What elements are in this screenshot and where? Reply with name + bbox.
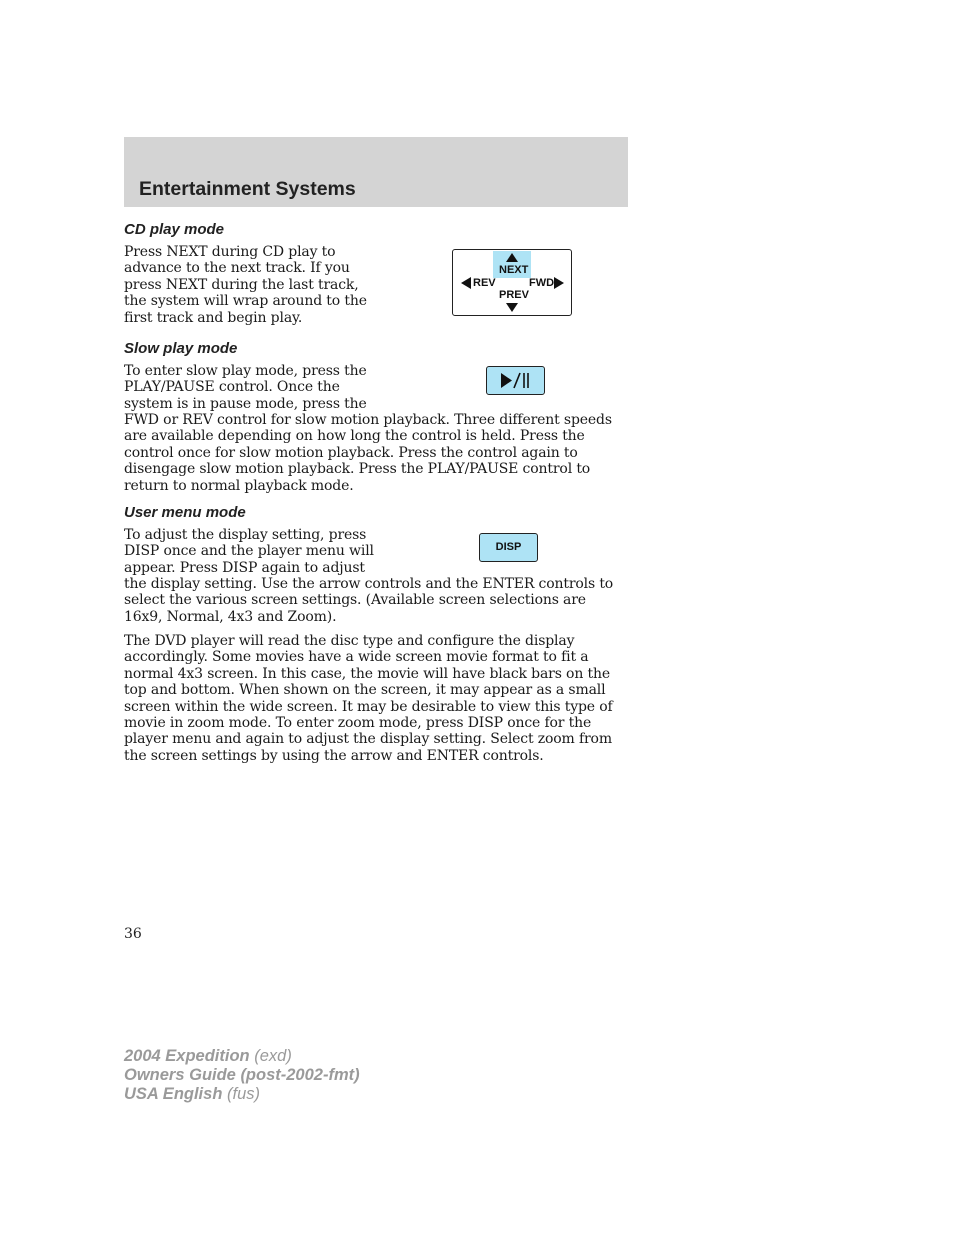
user-menu-mode-heading: User menu mode bbox=[124, 504, 246, 521]
cd-play-mode-heading: CD play mode bbox=[124, 221, 225, 238]
dvd-display-text: The DVD player will read the disc type and configure the display accordingly. Some movies have a wide screen movie format to fit a normal 4x3 screen. In this case, the movie will have black bars on the top and bottom. When shown on the screen, it may appear as a small screen within the wide screen. It may be desirable to view this type of movie in zoom mode. To enter zoom mode, press DISP once for the player menu and again to adjust the display setting. Select zoom from the screen settings by using the arrow and ENTER controls. bbox=[124, 633, 613, 764]
right-arrow-icon bbox=[554, 277, 564, 289]
header-band bbox=[124, 137, 628, 207]
left-arrow-icon bbox=[461, 277, 471, 289]
slow-play-mode-text: FWD or REV control for slow motion playback. Three different speeds are available depending on how long the control is held. Press the control once for slow motion playback. Press the control again to disengage slow motion playback. Press the PLAY/PAUSE control to return to normal playback mode. bbox=[124, 412, 612, 494]
play-pause-button-illustration bbox=[486, 366, 545, 395]
slow-play-mode-heading: Slow play mode bbox=[124, 340, 238, 357]
page-number: 36 bbox=[124, 926, 142, 942]
slow-play-mode-text-intro: To enter slow play mode, press the PLAY/PAUSE control. Once the system is in pause mode, press the bbox=[124, 363, 367, 412]
footer bbox=[124, 1047, 360, 1104]
footer-line-1: 2004 Expedition (exd) bbox=[124, 1047, 292, 1065]
footer-line-3: USA English (fus) bbox=[124, 1085, 260, 1103]
down-arrow-icon bbox=[506, 303, 518, 312]
prev-label: PREV bbox=[499, 289, 529, 301]
up-arrow-icon bbox=[506, 253, 518, 262]
rev-label: REV bbox=[473, 277, 496, 289]
next-prev-rev-fwd-control bbox=[452, 249, 572, 316]
cd-play-mode-text: Press NEXT during CD play to advance to the next track. If you press NEXT during the last track, the system will wrap around to the first track and begin play. bbox=[124, 244, 367, 326]
disp-button-illustration: DISP bbox=[479, 533, 538, 562]
next-label: NEXT bbox=[499, 264, 529, 276]
section-title: Entertainment Systems bbox=[139, 178, 356, 200]
footer-line-2: Owners Guide (post-2002-fmt) bbox=[124, 1066, 360, 1084]
user-menu-mode-text: the display setting. Use the arrow controls and the ENTER controls to select the various screen settings. (Available screen selections are 16x9, Normal, 4x3 and Zoom). bbox=[124, 576, 614, 625]
play-pause-icon bbox=[487, 367, 544, 394]
fwd-label: FWD bbox=[529, 277, 555, 289]
user-menu-mode-text-intro: To adjust the display setting, press DISP once and the player menu will appear. Press DISP again to adjust bbox=[124, 527, 374, 576]
